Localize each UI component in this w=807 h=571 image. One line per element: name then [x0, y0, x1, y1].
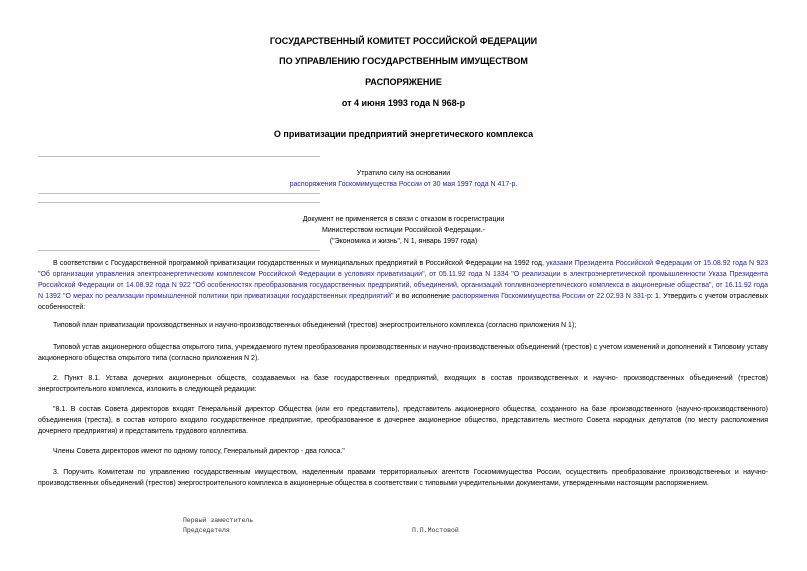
gki-order-link[interactable]: распоряжения Госкомимущества России от 22.02.93 N 331-р	[452, 293, 651, 300]
divider	[38, 250, 320, 251]
paragraph-model-charter	[38, 342, 768, 364]
paragraph-text: Типовой план приватизации производственных и научно-производственных объединений (трестов) энергостроительного комплекса (согласно приложения N 1);	[53, 322, 577, 329]
preamble-text: : 1. Утвердить с учетом отраслевых особенностей:	[38, 293, 769, 311]
paragraph-preamble	[38, 258, 768, 313]
preamble-text: и во исполнение	[393, 293, 453, 300]
document-title: О приватизации предприятий энергетического комплекса	[273, 129, 534, 139]
registration-note-line1: Документ не применяется в связи с отказом в госрегистрации	[302, 216, 505, 223]
preamble-text: В соответствии с Государственной программой приватизации государственных и муниципальных предприятий в Российской Федерации на 1992 год,	[53, 260, 547, 267]
signature-name: П.П.Мостовой	[412, 527, 459, 534]
paragraph-text: 2. Пункт 8.1. Устава дочерних акционерных обществ, создаваемых на базе государственных предприятий, входящих в состав производственных и научно- производственных объединений (трестов) энергостроительного комплекса, изложить в следующей редакции:	[38, 375, 768, 393]
repeal-order-link[interactable]: распоряжения Госкомимущества России от 30 мая 1997 года N 417-р.	[289, 181, 518, 188]
document-type: РАСПОРЯЖЕНИЕ	[365, 77, 442, 87]
paragraph-votes	[38, 446, 768, 457]
header-org-line1: ГОСУДАРСТВЕННЫЙ КОМИТЕТ РОССИЙСКОЙ ФЕДЕРАЦИИ	[269, 36, 538, 46]
paragraph-item-3	[38, 467, 768, 489]
registration-note-source: ("Экономика и жизнь", N 1, январь 1997 года)	[329, 238, 478, 245]
paragraph-text: Типовой устав акционерного общества открытого типа, учреждаемого путем преобразования производственных и научно-производственных объединений (трестов) с учетом изменений и дополнений к Типовому уставу акционерного общества открытого типа (согласно приложения N 2).	[38, 344, 768, 362]
signature-position-line2: Председателя	[183, 527, 230, 534]
signature-position-line1: Первый заместитель	[183, 517, 254, 524]
registration-note-line2: Министерством юстиции Российской Федерации.-	[322, 227, 485, 234]
paragraph-privatization-plan	[38, 320, 768, 331]
divider	[38, 193, 320, 194]
paragraph-text: Члены Совета директоров имеют по одному голосу, Генеральный директор - два голоса."	[53, 448, 345, 455]
repeal-note-text: Утратило силу на основании	[356, 170, 451, 177]
paragraph-text: "8.1. В состав Совета директоров входят Генеральный директор Общества (или его представитель), представитель акционерного общества, созданного на базе производственного (научно-производственного) объединения (треста), в состав которого входило государственное предприятие, преобразованное в дочернее акционерное общество, представитель местного Совета народных депутатов (по месту расположения дочернего предприятия) и представитель трудового коллектива.	[38, 406, 768, 435]
paragraph-board-composition	[38, 404, 768, 437]
divider	[38, 202, 320, 203]
paragraph-text: 3. Поручить Комитетам по управлению государственным имуществом, наделенным правами территориальных агентств Госкомимущества России, осуществить преобразование производственных и научно-производственных объединений (трестов) энергостроительного комплекса в акционерные общества в соответствии с типовыми учредительными документами, утвержденными настоящим распоряжением.	[38, 469, 768, 487]
document-date: от 4 июня 1993 года N 968-р	[341, 98, 466, 108]
divider	[38, 156, 320, 157]
presidential-decrees-link[interactable]: указами Президента Российской Федерации от 15.08.92 года N 923 "Об организации управления электроэнергетическим комплексом Российской Федерации в условиях приватизации", от 05.11.92 года N 1334 "О реализации в электроэнергетической промышленности Указа Президента Российской Федерации от 14.08.92 года N 922 "Об особенностях преобразования государственных предприятий, объединений, организаций топливноэнергетического комплекса в акционерные общества", от 16.11.92 года N 1392 "О мерах по реализации промышленной политики при приватизации государственных предприятий"	[38, 260, 769, 300]
paragraph-item-2	[38, 373, 768, 395]
repeal-note	[0, 179, 807, 190]
header-org-line2: ПО УПРАВЛЕНИЮ ГОСУДАРСТВЕННЫМ ИМУЩЕСТВОМ	[279, 56, 528, 66]
